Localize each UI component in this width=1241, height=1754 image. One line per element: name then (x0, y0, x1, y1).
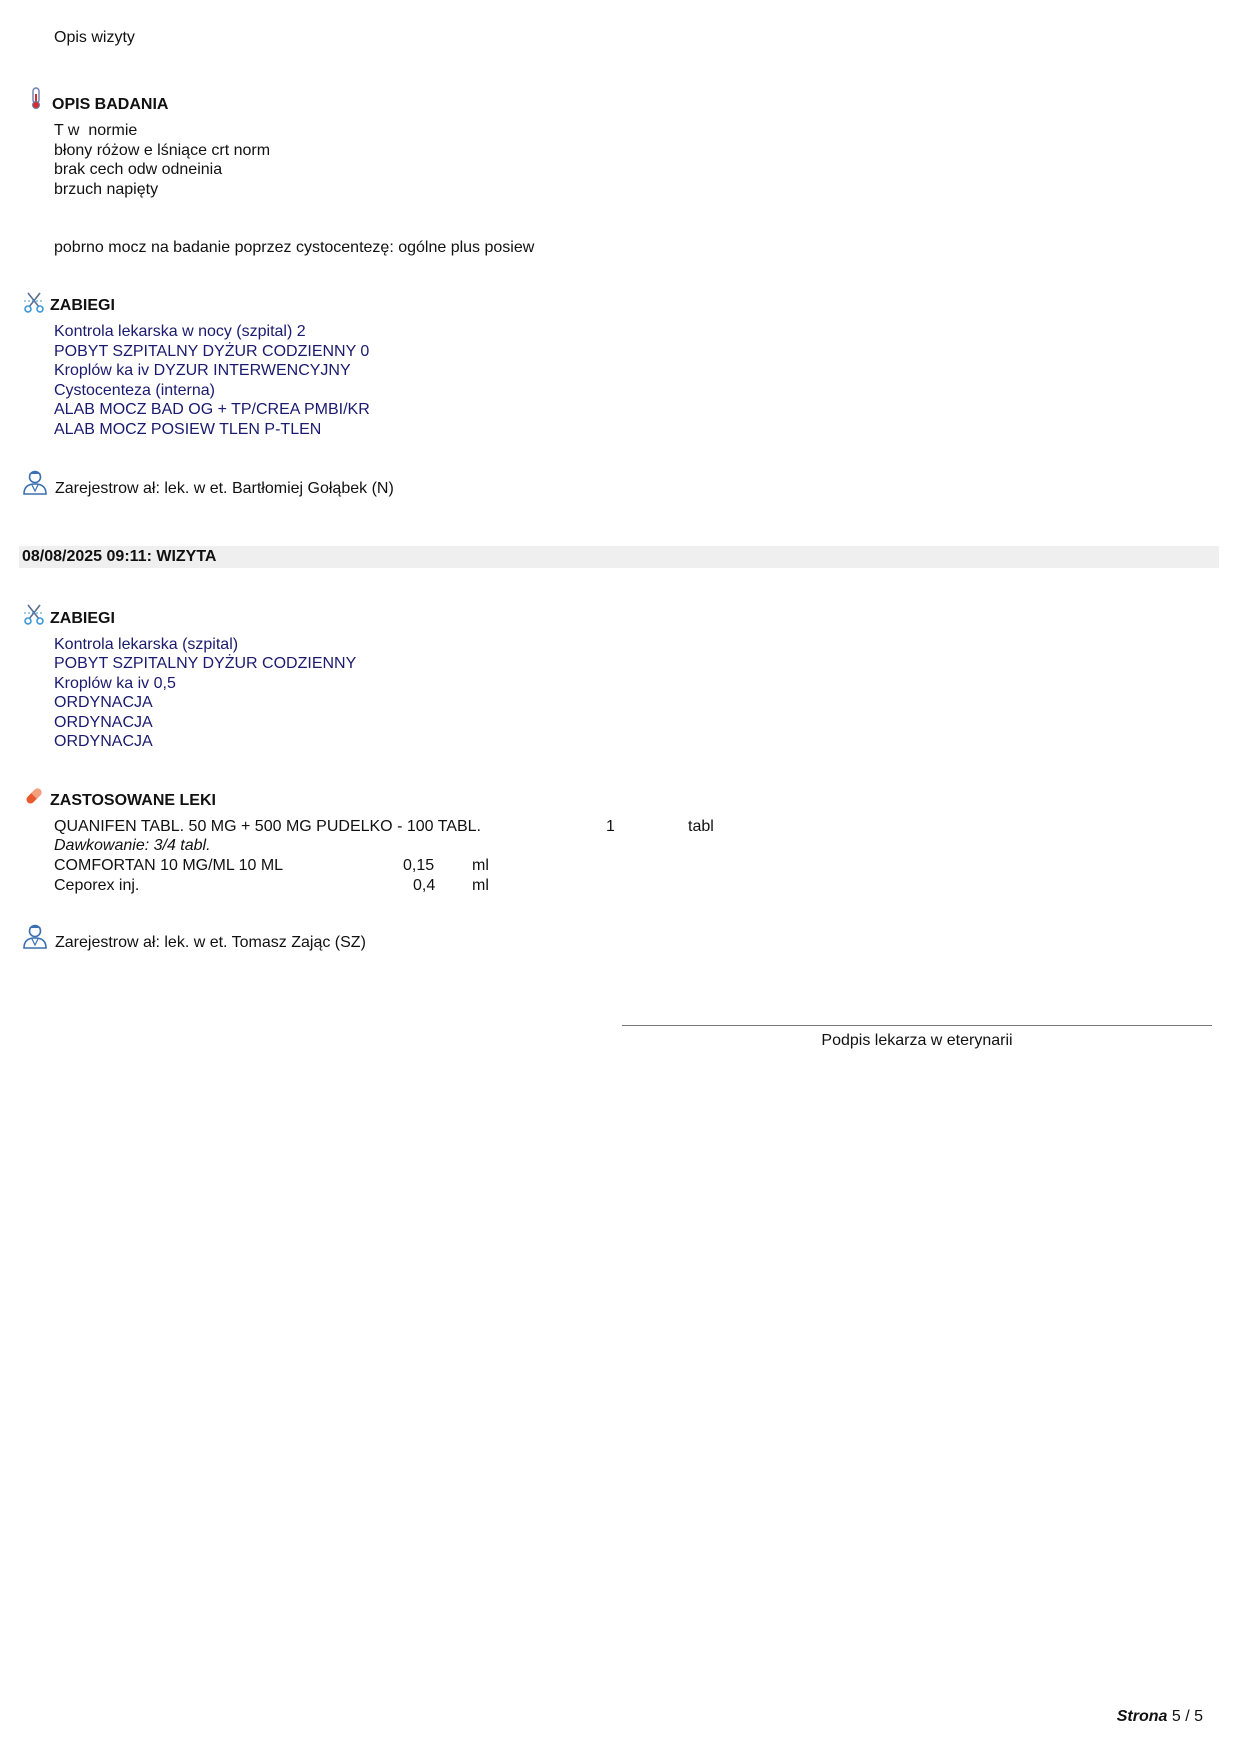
drug-name: QUANIFEN TABL. 50 MG + 500 MG PUDELKO - 100 TABL. (54, 818, 481, 835)
exam-line: błony różow e lśniące crt norm (54, 142, 271, 159)
procedure-item: Kontrola lekarska (szpital) (54, 636, 239, 653)
drug-name: Ceporex inj. (54, 877, 140, 894)
visit-date-header: 08/08/2025 09:11: WIZYTA (19, 546, 1219, 568)
scissors-icon (22, 290, 46, 314)
drug-unit: ml (472, 857, 489, 874)
procedure-item: ORDYNACJA (54, 694, 153, 711)
page-number (1117, 1708, 1203, 1726)
procedure-item: ORDYNACJA (54, 714, 153, 731)
page-separator: / (1180, 1708, 1195, 1725)
drug-qty: 0,15 (403, 857, 435, 874)
drugs-heading: ZASTOSOWANE LEKI (50, 792, 216, 809)
exam-line: T w normie (54, 122, 138, 139)
procedure-item: POBYT SZPITALNY DYŻUR CODZIENNY (54, 655, 357, 672)
pill-icon (22, 784, 46, 808)
thermometer-icon (24, 86, 48, 110)
procedure-item: Kroplów ka iv DYZUR INTERWENCYJNY (54, 362, 351, 379)
drug-qty: 0,4 (413, 877, 436, 894)
procedures-heading: ZABIEGI (50, 610, 115, 627)
drug-unit: ml (472, 877, 489, 894)
procedure-item: ORDYNACJA (54, 733, 153, 750)
page-word: Strona (1116, 1708, 1168, 1725)
registered-by: Zarejestrow ał: lek. w et. Bartłomiej Gołąbek (N) (55, 480, 394, 497)
procedures-heading: ZABIEGI (50, 297, 115, 314)
procedure-item: POBYT SZPITALNY DYŻUR CODZIENNY 0 (54, 343, 370, 360)
drug-qty: 1 (606, 818, 615, 835)
procedure-item: Cystocenteza (interna) (54, 382, 215, 399)
procedure-item: ALAB MOCZ BAD OG + TP/CREA PMBI/KR (54, 401, 370, 418)
exam-heading: OPIS BADANIA (52, 96, 169, 113)
doctor-icon (21, 468, 49, 496)
doctor-icon (21, 922, 49, 950)
drug-name: COMFORTAN 10 MG/ML 10 ML (54, 857, 284, 874)
signature-label: Podpis lekarza w eterynarii (821, 1032, 1013, 1049)
page-total: 5 (1194, 1708, 1203, 1725)
procedure-item: Kontrola lekarska w nocy (szpital) 2 (54, 323, 306, 340)
drug-unit: tabl (688, 818, 714, 835)
procedure-item: ALAB MOCZ POSIEW TLEN P-TLEN (54, 421, 322, 438)
registered-by: Zarejestrow ał: lek. w et. Tomasz Zając (SZ) (55, 934, 366, 951)
visit-description-label: Opis wizyty (54, 29, 135, 46)
exam-line: brzuch napięty (54, 181, 159, 198)
scissors-icon (22, 602, 46, 626)
page-current: 5 (1171, 1708, 1181, 1725)
drug-dosage: Dawkowanie: 3/4 tabl. (54, 837, 211, 854)
exam-line: brak cech odw odneinia (54, 161, 223, 178)
exam-note: pobrno mocz na badanie poprzez cystocentezę: ogólne plus posiew (54, 239, 535, 256)
signature-line (622, 1025, 1212, 1026)
procedure-item: Kroplów ka iv 0,5 (54, 675, 176, 692)
